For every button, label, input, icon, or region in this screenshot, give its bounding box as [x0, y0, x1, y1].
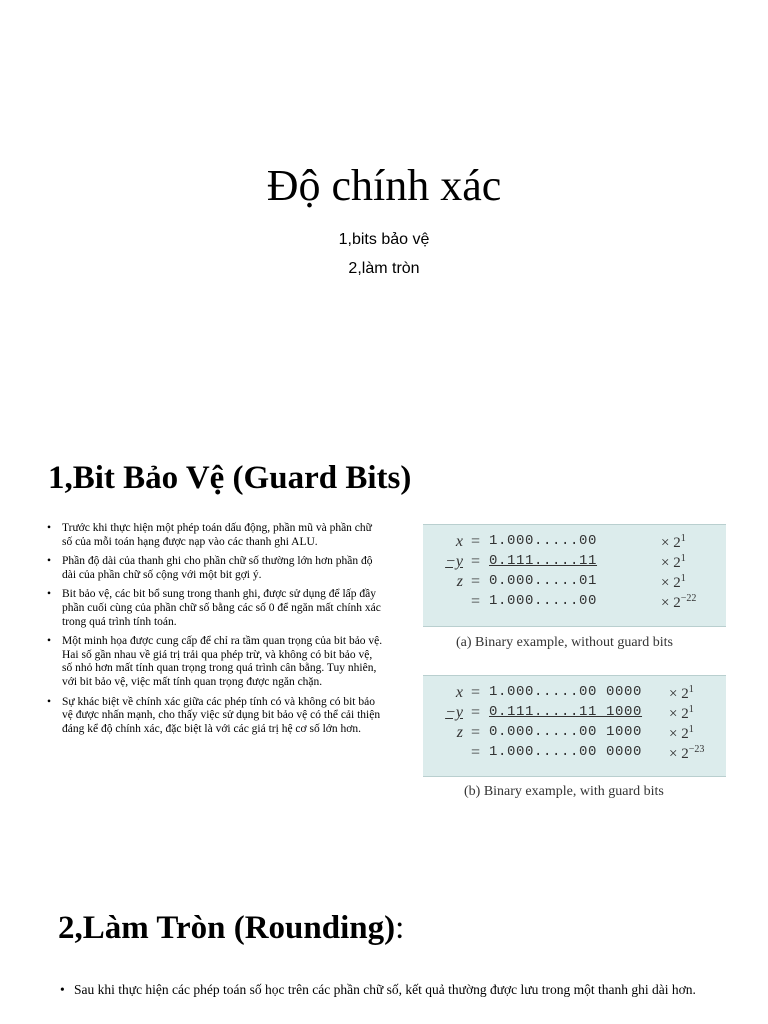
equation-exponent: × $2^{-22}$	[661, 593, 697, 611]
equation-exponent: × $2^{-23}$	[669, 744, 705, 762]
equation-row	[423, 684, 726, 704]
equation-variable: x	[455, 684, 463, 701]
bullet-item: • Bit bảo vệ, các bit bổ sung trong thanh ghi, được sử dụng để lấp đầy phần cuối cùng của phần chữ số bằng các số 0 để ngăn mất chính xác trong quá trình tính toán.	[44, 588, 384, 629]
equation-value: 0.111.....11	[489, 553, 598, 569]
equation-row	[423, 744, 726, 764]
rounding-slide	[0, 880, 768, 1024]
rounding-heading	[58, 910, 404, 947]
guard-bits-slide	[0, 440, 768, 880]
equation-variable: z	[456, 573, 463, 590]
equation-exponent: × $2^1$	[661, 553, 686, 571]
binary-example-with-guard-bits	[423, 675, 726, 777]
equals-sign: =	[471, 704, 481, 721]
rounding-heading-text: 2,Làm Tròn (Rounding)	[58, 910, 396, 946]
equation-value: 1.000.....00 0000	[489, 744, 643, 760]
equation-value: 0.000.....00 1000	[489, 724, 643, 740]
guard-bits-heading: 1,Bit Bảo Vệ (Guard Bits)	[48, 460, 412, 496]
equation-variable: −y	[445, 553, 463, 570]
equals-sign: =	[471, 573, 481, 590]
equation-row	[423, 724, 726, 744]
equation-value: 1.000.....00	[489, 533, 598, 549]
bullet-item: • Trước khi thực hiện một phép toán dấu động, phần mũ và phần chữ số của mỗi toán hạng được nạp vào các thanh ghi ALU.	[44, 522, 384, 549]
bullet-item: • Sau khi thực hiện các phép toán số học trên các phần chữ số, kết quả thường được lưu trong một thanh ghi dài hơn.	[58, 982, 728, 998]
equals-sign: =	[471, 553, 481, 570]
equation-exponent: × $2^1$	[669, 684, 694, 702]
equation-row	[423, 573, 726, 593]
guard-bits-bullet-list	[44, 522, 384, 742]
rounding-bullet-list	[58, 982, 728, 998]
equals-sign: =	[471, 593, 481, 610]
slide-title: Độ chính xác	[266, 161, 502, 210]
title-slide	[0, 0, 768, 432]
equation-variable: x	[455, 533, 463, 550]
bullet-item: • Sự khác biệt về chính xác giữa các phép tính có và không có bit bảo vệ được nhấn mạnh, cho thấy việc sử dụng bit bảo vệ có thể cải thiện đáng kể độ chính xác, đặc biệt là với các giá trị hệ cơ số lớn hơn.	[44, 696, 384, 737]
equation-value: 0.000.....01	[489, 573, 598, 589]
example-a-caption: (a) Binary example, without guard bits	[456, 635, 673, 650]
binary-example-without-guard-bits	[423, 524, 726, 627]
equation-row	[423, 533, 726, 553]
equation-exponent: × $2^1$	[661, 573, 686, 591]
equation-value: 0.111.....11 1000	[489, 704, 643, 720]
equals-sign: =	[471, 724, 481, 741]
equation-value: 1.000.....00 0000	[489, 684, 643, 700]
equation-value: 1.000.....00	[489, 593, 598, 609]
equation-exponent: × $2^1$	[669, 724, 694, 742]
equation-exponent: × $2^1$	[669, 704, 694, 722]
equation-row	[423, 593, 726, 613]
equation-variable: z	[456, 724, 463, 741]
equation-exponent: × $2^1$	[661, 533, 686, 551]
example-b-caption: (b) Binary example, with guard bits	[464, 784, 664, 799]
subtitle-guard-bits: 1,bits bảo vệ	[338, 231, 430, 248]
bullet-item: • Phần độ dài của thanh ghi cho phần chữ số thường lớn hơn phần độ dài của phần chữ số cộng với một bit gợi ý.	[44, 555, 384, 582]
equals-sign: =	[471, 744, 481, 761]
equation-row	[423, 704, 726, 724]
equals-sign: =	[471, 533, 481, 550]
equation-row	[423, 553, 726, 573]
rounding-heading-colon: :	[395, 910, 405, 946]
equals-sign: =	[471, 684, 481, 701]
subtitle-rounding: 2,làm tròn	[348, 260, 420, 277]
equation-variable: −y	[445, 704, 463, 721]
bullet-item: • Một minh họa được cung cấp để chỉ ra tầm quan trọng của bit bảo vệ. Hai số gần nhau về giá trị trải qua phép trừ, và không có bit bảo vệ, số nhỏ hơn mất tính quan trọng trong quá trình cân bằng. Tuy nhiên, với bit bảo vệ, việc mất tính quan trọng được ngăn chặn.	[44, 635, 384, 689]
